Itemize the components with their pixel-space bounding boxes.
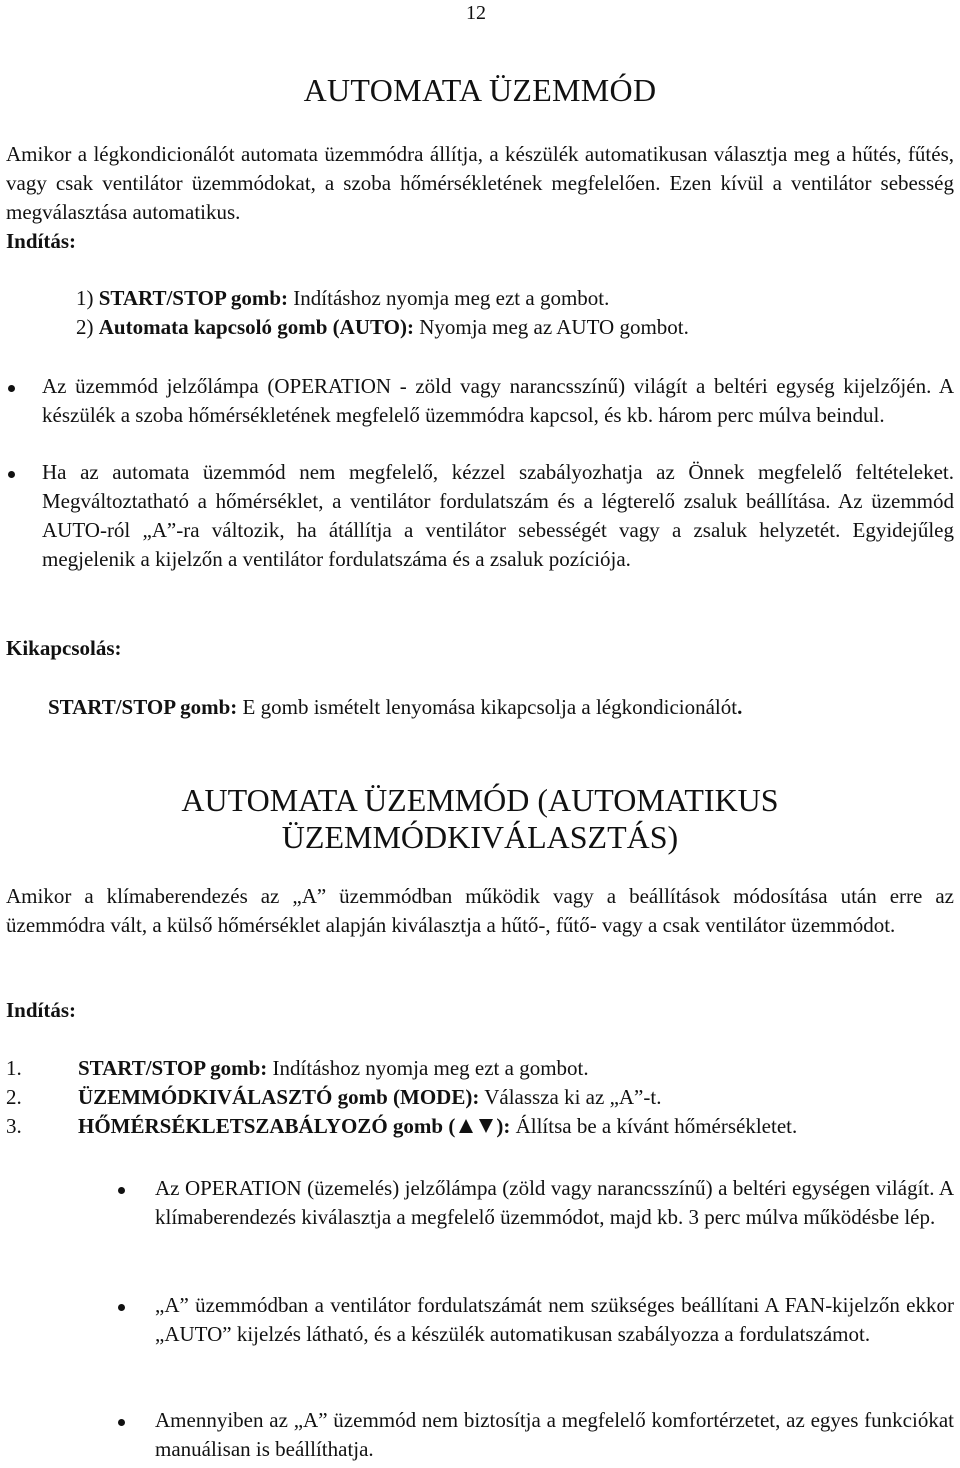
- step-number: 2): [76, 315, 94, 339]
- step-button-name-end: ):: [496, 1114, 511, 1138]
- section2-step-3: [6, 1114, 797, 1139]
- bullet-dot: [8, 385, 15, 392]
- bullet-text: Az OPERATION (üzemelés) jelzőlámpa (zöld vagy narancsszínű) a beltéri egységen világít. A klímaberendezés kiválasztja a megfelelő üzemmódot, majd kb. 3 perc múlva működésbe lép.: [155, 1176, 954, 1229]
- arrow-down-icon: [479, 1119, 493, 1133]
- step-text: Állítsa be a kívánt hőmérsékletet.: [510, 1114, 798, 1138]
- section2-bullet-1: [118, 1174, 954, 1232]
- step-text: Indításhoz nyomja meg ezt a gombot.: [267, 1056, 589, 1080]
- section2-start-label: Indítás:: [6, 998, 77, 1022]
- bullet-dot: [118, 1304, 125, 1311]
- section1-stop-label: Kikapcsolás:: [6, 636, 122, 660]
- bullet-text: Amennyiben az „A” üzemmód nem biztosítja a megfelelő komfortérzetet, az egyes funkciókat manuálisan is beállíthatja.: [155, 1408, 954, 1461]
- arrow-up-icon: [459, 1119, 473, 1133]
- step-text: Válassza ki az „A”-t.: [479, 1085, 662, 1109]
- page-number: 12: [466, 2, 486, 24]
- section1-bullet-1: [6, 372, 954, 430]
- step-number: 1.: [6, 1056, 22, 1080]
- section1-intro: Amikor a légkondicionálót automata üzemmódra állítja, a készülék automatikusan választja meg a hűtés, fűtés, vagy csak ventilátor üzemmódokat, a szoba hőmérsékletének megfelelően. Ezen kívül a ventilátor sebesség megválasztása automatikus.: [6, 142, 954, 224]
- stop-end: .: [737, 695, 743, 719]
- step-button-name: START/STOP gomb:: [78, 1056, 268, 1080]
- section2-intro: Amikor a klímaberendezés az „A” üzemmódban működik vagy a beállítások módosítása után erre az üzemmódra vált, a külső hőmérséklet alapján kiválasztja a hűtő-, fűtő- vagy a csak ventilátor üzemmódot.: [6, 884, 954, 937]
- step-button-name: Automata kapcsoló gomb (AUTO):: [98, 315, 414, 339]
- step-button-name: HŐMÉRSÉKLETSZABÁLYOZÓ gomb (: [78, 1114, 456, 1138]
- stop-text: E gomb ismételt lenyomása kikapcsolja a légkondicionálót: [237, 695, 738, 719]
- section1-step-1: [76, 286, 609, 311]
- section1-start-label: Indítás:: [6, 229, 77, 253]
- section1-step-2: [76, 315, 689, 340]
- section2-step-2: [6, 1085, 661, 1110]
- step-text: Indításhoz nyomja meg ezt a gombot.: [288, 286, 610, 310]
- step-button-name: START/STOP gomb:: [98, 286, 289, 310]
- section2-bullet-3: [118, 1406, 954, 1464]
- section2-bullet-2: [118, 1291, 954, 1349]
- bullet-text: „A” üzemmódban a ventilátor fordulatszámát nem szükséges beállítani A FAN-kijelzőn ekkor „AUTO” kijelzés látható, és a készülék automatikusan szabályozza a fordulatszámot.: [155, 1293, 954, 1346]
- step-button-name: ÜZEMMÓDKIVÁLASZTÓ gomb (MODE):: [78, 1085, 480, 1109]
- bullet-dot: [8, 471, 15, 478]
- stop-button-name: START/STOP gomb:: [48, 695, 238, 719]
- section1-stop-line: [48, 695, 742, 720]
- step-number: 1): [76, 286, 94, 310]
- step-text: Nyomja meg az AUTO gombot.: [413, 315, 689, 339]
- section1-bullet-2: [6, 458, 954, 574]
- section1-title: AUTOMATA ÜZEMMÓD: [303, 72, 657, 108]
- section2-title-line-1: AUTOMATA ÜZEMMÓD (AUTOMATIKUS: [181, 782, 779, 818]
- bullet-text: Az üzemmód jelzőlámpa (OPERATION - zöld vagy narancsszínű) világít a beltéri egység kijelzőjén. A készülék a szoba hőmérsékletének megfelelő üzemmódra kapcsol, és kb. három perc múlva beindul.: [42, 374, 954, 427]
- bullet-dot: [118, 1419, 125, 1426]
- section2-title-line-2: ÜZEMMÓDKIVÁLASZTÁS): [281, 819, 679, 855]
- bullet-text: Ha az automata üzemmód nem megfelelő, kézzel szabályozhatja az Önnek megfelelő feltételeket. Megváltoztatható a hőmérséklet, a ventilátor fordulatszám és a légterelő zsaluk beállítása. Az üzemmód AUTO-ról „A”-ra változik, ha átállítja a ventilátor sebességét vagy a zsaluk helyzetét. Egyidejűleg megjelenik a kijelzőn a ventilátor fordulatszáma és a zsaluk pozíciója.: [42, 460, 954, 571]
- bullet-dot: [118, 1187, 125, 1194]
- section2-step-1: [6, 1056, 589, 1081]
- step-number: 2.: [6, 1085, 22, 1109]
- step-number: 3.: [6, 1114, 22, 1138]
